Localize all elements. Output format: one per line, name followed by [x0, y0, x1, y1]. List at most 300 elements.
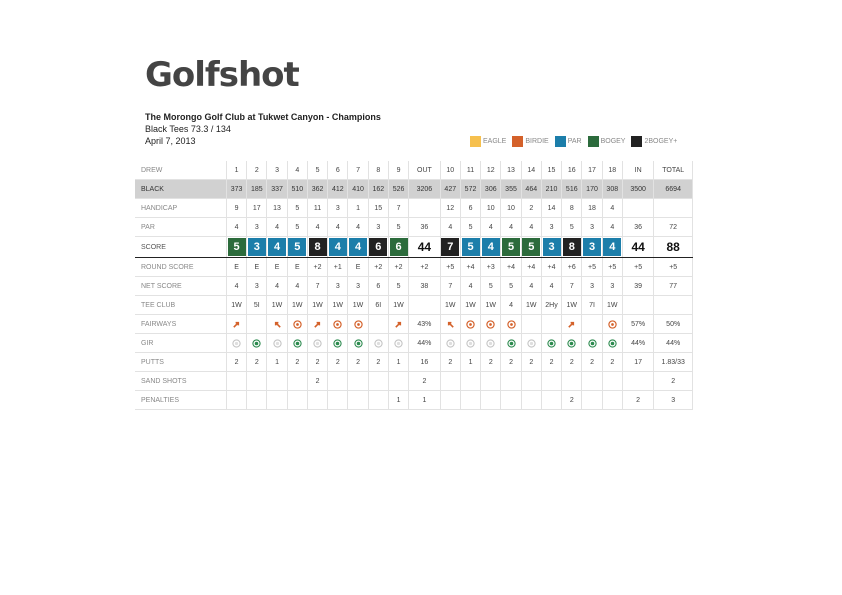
cell-net-score: 4: [267, 277, 287, 296]
cell-round-score: +4: [501, 258, 521, 277]
cell-black: 427: [440, 180, 460, 199]
cell-drew: 3: [267, 161, 287, 180]
cell-fairways: [501, 315, 521, 334]
cell-black: 170: [582, 180, 602, 199]
cell-score: [409, 237, 440, 258]
cell-black: 410: [348, 180, 368, 199]
cell-par: 72: [654, 218, 693, 237]
cell-score: [247, 237, 267, 258]
cell-score: [541, 237, 561, 258]
cell-round-score: E: [247, 258, 267, 277]
cell-tee-club: 6I: [368, 296, 388, 315]
cell-fairways: [521, 315, 541, 334]
cell-penalties: [287, 391, 307, 410]
score-box: 5: [462, 238, 480, 256]
cell-score: [368, 237, 388, 258]
cell-sand-shots: [247, 372, 267, 391]
cell-handicap: 18: [582, 199, 602, 218]
cell-putts: 2: [481, 353, 501, 372]
row-label: BLACK: [135, 180, 226, 199]
cell-drew: 2: [247, 161, 267, 180]
score-box: 6: [369, 238, 387, 256]
legend-swatch: [555, 136, 566, 147]
cell-sand-shots: [582, 372, 602, 391]
gir-hit-icon: [567, 339, 576, 348]
cell-drew: 1: [226, 161, 246, 180]
cell-fairways: [562, 315, 582, 334]
row-sand-shots: [135, 372, 693, 391]
cell-black: 412: [328, 180, 348, 199]
cell-sand-shots: [521, 372, 541, 391]
cell-net-score: 77: [654, 277, 693, 296]
cell-penalties: [541, 391, 561, 410]
cell-fairways: [460, 315, 480, 334]
cell-par: 4: [226, 218, 246, 237]
cell-net-score: 3: [602, 277, 622, 296]
gir-hit-icon: [588, 339, 597, 348]
cell-round-score: E: [348, 258, 368, 277]
round-date: April 7, 2013: [145, 136, 196, 146]
cell-sand-shots: 2: [307, 372, 327, 391]
row-label: SCORE: [135, 237, 226, 258]
cell-drew: 4: [287, 161, 307, 180]
score-box: 3: [248, 238, 266, 256]
cell-par: 4: [328, 218, 348, 237]
cell-net-score: 3: [247, 277, 267, 296]
score-box: 8: [309, 238, 327, 256]
cell-putts: 1: [267, 353, 287, 372]
cell-score: [602, 237, 622, 258]
cell-penalties: [368, 391, 388, 410]
cell-net-score: 5: [388, 277, 408, 296]
miss-right-icon: [313, 320, 322, 329]
cell-net-score: 5: [501, 277, 521, 296]
legend-label: BIRDIE: [525, 138, 549, 145]
course-name: The Morongo Golf Club at Tukwet Canyon - Champions: [145, 112, 381, 122]
cell-round-score: E: [267, 258, 287, 277]
cell-black: 306: [481, 180, 501, 199]
cell-par: 3: [541, 218, 561, 237]
cell-sand-shots: [501, 372, 521, 391]
gir-miss-icon: [466, 339, 475, 348]
cell-putts: 16: [409, 353, 440, 372]
cell-gir: [602, 334, 622, 353]
row-par: [135, 218, 693, 237]
cell-tee-club: [622, 296, 653, 315]
cell-round-score: +5: [622, 258, 653, 277]
round-header: [145, 111, 381, 147]
cell-score: [267, 237, 287, 258]
row-putts: [135, 353, 693, 372]
cell-tee-club: [409, 296, 440, 315]
row-drew: [135, 161, 693, 180]
cell-score: [501, 237, 521, 258]
score-box: 5: [522, 238, 540, 256]
cell-penalties: [247, 391, 267, 410]
cell-sand-shots: [348, 372, 368, 391]
cell-net-score: 4: [460, 277, 480, 296]
fairway-hit-icon: [486, 320, 495, 329]
miss-left-icon: [273, 320, 282, 329]
legend-item-eagle: [470, 136, 506, 147]
cell-penalties: [521, 391, 541, 410]
score-box: 4: [268, 238, 286, 256]
gir-miss-icon: [394, 339, 403, 348]
row-penalties: [135, 391, 693, 410]
legend-item-birdie: [512, 136, 548, 147]
cell-putts: 2: [541, 353, 561, 372]
cell-drew: 10: [440, 161, 460, 180]
score-box: 4: [603, 238, 621, 256]
cell-par: 4: [267, 218, 287, 237]
cell-score: [521, 237, 541, 258]
score-total: 44: [631, 240, 645, 254]
cell-sand-shots: [287, 372, 307, 391]
cell-score: [440, 237, 460, 258]
cell-tee-club: 5I: [247, 296, 267, 315]
gir-miss-icon: [486, 339, 495, 348]
row-net-score: [135, 277, 693, 296]
cell-par: 4: [348, 218, 368, 237]
gir-miss-icon: [446, 339, 455, 348]
cell-putts: 2: [521, 353, 541, 372]
legend-label: BOGEY: [600, 138, 626, 145]
score-box: 5: [288, 238, 306, 256]
cell-black: 516: [562, 180, 582, 199]
score-box: 4: [329, 238, 347, 256]
cell-gir: [582, 334, 602, 353]
cell-fairways: [247, 315, 267, 334]
cell-score: [328, 237, 348, 258]
cell-black: 464: [521, 180, 541, 199]
cell-tee-club: 4: [501, 296, 521, 315]
score-total: 44: [417, 240, 432, 254]
cell-drew: 6: [328, 161, 348, 180]
cell-par: 3: [368, 218, 388, 237]
cell-score: [307, 237, 327, 258]
cell-par: 3: [582, 218, 602, 237]
cell-penalties: [226, 391, 246, 410]
legend-item-par: [555, 136, 582, 147]
cell-black: 3206: [409, 180, 440, 199]
cell-net-score: 38: [409, 277, 440, 296]
cell-handicap: 3: [328, 199, 348, 218]
cell-tee-club: 1W: [388, 296, 408, 315]
row-label: NET SCORE: [135, 277, 226, 296]
scorecard-table: [135, 161, 693, 410]
cell-penalties: [307, 391, 327, 410]
gir-hit-icon: [547, 339, 556, 348]
cell-handicap: 6: [460, 199, 480, 218]
gir-miss-icon: [232, 339, 241, 348]
gir-hit-icon: [608, 339, 617, 348]
cell-gir: 44%: [409, 334, 440, 353]
row-label: GIR: [135, 334, 226, 353]
cell-fairways: [368, 315, 388, 334]
cell-net-score: 3: [582, 277, 602, 296]
cell-handicap: 10: [501, 199, 521, 218]
cell-fairways: [328, 315, 348, 334]
row-label: TEE CLUB: [135, 296, 226, 315]
cell-drew: 11: [460, 161, 480, 180]
cell-gir: [267, 334, 287, 353]
cell-drew: 8: [368, 161, 388, 180]
cell-black: 185: [247, 180, 267, 199]
cell-gir: [541, 334, 561, 353]
cell-net-score: 3: [348, 277, 368, 296]
fairway-hit-icon: [354, 320, 363, 329]
cell-handicap: 2: [521, 199, 541, 218]
cell-round-score: +4: [521, 258, 541, 277]
cell-score: [460, 237, 480, 258]
cell-tee-club: 1W: [440, 296, 460, 315]
row-label: DREW: [135, 161, 226, 180]
cell-putts: 1.83/33: [654, 353, 693, 372]
fairway-hit-icon: [608, 320, 617, 329]
cell-gir: [388, 334, 408, 353]
cell-putts: 2: [247, 353, 267, 372]
cell-penalties: [582, 391, 602, 410]
cell-penalties: 3: [654, 391, 693, 410]
cell-fairways: [267, 315, 287, 334]
cell-handicap: [622, 199, 653, 218]
row-label: ROUND SCORE: [135, 258, 226, 277]
cell-round-score: +6: [562, 258, 582, 277]
cell-net-score: 5: [481, 277, 501, 296]
gir-hit-icon: [293, 339, 302, 348]
cell-handicap: 17: [247, 199, 267, 218]
cell-drew: IN: [622, 161, 653, 180]
cell-fairways: [226, 315, 246, 334]
score-box: 6: [390, 238, 408, 256]
row-label: PAR: [135, 218, 226, 237]
legend-swatch: [588, 136, 599, 147]
score-box: 5: [228, 238, 246, 256]
cell-drew: OUT: [409, 161, 440, 180]
cell-gir: [460, 334, 480, 353]
cell-black: 3500: [622, 180, 653, 199]
cell-putts: 2: [562, 353, 582, 372]
gir-hit-icon: [507, 339, 516, 348]
cell-tee-club: 1W: [307, 296, 327, 315]
cell-penalties: [348, 391, 368, 410]
cell-score: [654, 237, 693, 258]
cell-penalties: 2: [562, 391, 582, 410]
row-handicap: [135, 199, 693, 218]
cell-sand-shots: [460, 372, 480, 391]
cell-gir: [501, 334, 521, 353]
cell-round-score: +4: [541, 258, 561, 277]
row-black: [135, 180, 693, 199]
cell-fairways: [541, 315, 561, 334]
cell-gir: [328, 334, 348, 353]
cell-gir: [521, 334, 541, 353]
cell-putts: 2: [287, 353, 307, 372]
cell-tee-club: 1W: [521, 296, 541, 315]
cell-drew: 13: [501, 161, 521, 180]
cell-black: 510: [287, 180, 307, 199]
cell-score: [562, 237, 582, 258]
cell-black: 337: [267, 180, 287, 199]
cell-putts: 2: [368, 353, 388, 372]
legend-label: PAR: [567, 138, 582, 145]
cell-fairways: [582, 315, 602, 334]
cell-fairways: [348, 315, 368, 334]
cell-gir: 44%: [654, 334, 693, 353]
cell-penalties: [267, 391, 287, 410]
cell-fairways: [481, 315, 501, 334]
cell-par: 36: [409, 218, 440, 237]
cell-handicap: 13: [267, 199, 287, 218]
cell-putts: 2: [226, 353, 246, 372]
cell-round-score: +5: [440, 258, 460, 277]
miss-right-icon: [567, 320, 576, 329]
row-fairways: [135, 315, 693, 334]
cell-sand-shots: [481, 372, 501, 391]
cell-tee-club: 1W: [267, 296, 287, 315]
cell-gir: [481, 334, 501, 353]
cell-tee-club: [654, 296, 693, 315]
cell-sand-shots: [328, 372, 348, 391]
legend-label: 2BOGEY+: [644, 138, 678, 145]
fairway-hit-icon: [507, 320, 516, 329]
gir-miss-icon: [273, 339, 282, 348]
cell-sand-shots: [226, 372, 246, 391]
cell-drew: 16: [562, 161, 582, 180]
cell-sand-shots: [388, 372, 408, 391]
gir-miss-icon: [374, 339, 383, 348]
score-box: 7: [441, 238, 459, 256]
cell-sand-shots: [440, 372, 460, 391]
cell-fairways: [440, 315, 460, 334]
cell-putts: 2: [501, 353, 521, 372]
cell-putts: 2: [307, 353, 327, 372]
cell-round-score: +5: [582, 258, 602, 277]
cell-penalties: [501, 391, 521, 410]
cell-par: 4: [501, 218, 521, 237]
gir-hit-icon: [252, 339, 261, 348]
row-gir: [135, 334, 693, 353]
score-legend: [470, 136, 677, 147]
cell-par: 5: [562, 218, 582, 237]
cell-black: 362: [307, 180, 327, 199]
cell-par: 36: [622, 218, 653, 237]
cell-black: 6694: [654, 180, 693, 199]
cell-score: [287, 237, 307, 258]
cell-fairways: [287, 315, 307, 334]
cell-gir: [307, 334, 327, 353]
cell-net-score: 4: [521, 277, 541, 296]
score-box: 8: [563, 238, 581, 256]
cell-black: 210: [541, 180, 561, 199]
cell-net-score: 4: [226, 277, 246, 296]
cell-putts: 1: [388, 353, 408, 372]
score-box: 5: [502, 238, 520, 256]
row-label: PENALTIES: [135, 391, 226, 410]
cell-handicap: [654, 199, 693, 218]
legend-swatch: [631, 136, 642, 147]
cell-drew: 7: [348, 161, 368, 180]
score-box: 4: [349, 238, 367, 256]
cell-drew: 5: [307, 161, 327, 180]
gir-hit-icon: [354, 339, 363, 348]
legend-swatch: [512, 136, 523, 147]
row-tee-club: [135, 296, 693, 315]
gir-miss-icon: [527, 339, 536, 348]
cell-gir: [440, 334, 460, 353]
cell-penalties: 2: [622, 391, 653, 410]
miss-left-icon: [446, 320, 455, 329]
cell-net-score: 39: [622, 277, 653, 296]
cell-round-score: +2: [307, 258, 327, 277]
cell-score: [348, 237, 368, 258]
cell-gir: 44%: [622, 334, 653, 353]
score-total: 88: [666, 240, 680, 254]
cell-par: 4: [481, 218, 501, 237]
cell-sand-shots: [541, 372, 561, 391]
row-label: HANDICAP: [135, 199, 226, 218]
cell-tee-club: 1W: [481, 296, 501, 315]
legend-item-2bogey: [631, 136, 677, 147]
cell-tee-club: 1W: [328, 296, 348, 315]
cell-round-score: +5: [602, 258, 622, 277]
cell-handicap: 5: [287, 199, 307, 218]
cell-par: 4: [440, 218, 460, 237]
cell-putts: 2: [440, 353, 460, 372]
row-round-score: [135, 258, 693, 277]
cell-black: 373: [226, 180, 246, 199]
cell-putts: 2: [582, 353, 602, 372]
cell-fairways: [602, 315, 622, 334]
cell-tee-club: 1W: [460, 296, 480, 315]
cell-par: 5: [460, 218, 480, 237]
cell-penalties: [602, 391, 622, 410]
cell-black: 162: [368, 180, 388, 199]
cell-tee-club: 1W: [287, 296, 307, 315]
cell-penalties: [481, 391, 501, 410]
legend-swatch: [470, 136, 481, 147]
cell-round-score: +5: [654, 258, 693, 277]
cell-black: 572: [460, 180, 480, 199]
cell-fairways: 43%: [409, 315, 440, 334]
cell-handicap: 1: [348, 199, 368, 218]
cell-score: [481, 237, 501, 258]
cell-tee-club: 7I: [582, 296, 602, 315]
cell-drew: TOTAL: [654, 161, 693, 180]
row-label: PUTTS: [135, 353, 226, 372]
cell-penalties: [460, 391, 480, 410]
cell-gir: [562, 334, 582, 353]
cell-score: [388, 237, 408, 258]
cell-handicap: [409, 199, 440, 218]
cell-par: 4: [307, 218, 327, 237]
cell-score: [226, 237, 246, 258]
cell-drew: 12: [481, 161, 501, 180]
cell-sand-shots: 2: [654, 372, 693, 391]
cell-handicap: 12: [440, 199, 460, 218]
legend-item-bogey: [588, 136, 626, 147]
cell-fairways: 50%: [654, 315, 693, 334]
cell-sand-shots: [267, 372, 287, 391]
legend-label: EAGLE: [483, 138, 507, 145]
cell-handicap: 10: [481, 199, 501, 218]
cell-round-score: +2: [368, 258, 388, 277]
cell-par: 4: [521, 218, 541, 237]
gir-miss-icon: [313, 339, 322, 348]
cell-fairways: [307, 315, 327, 334]
cell-par: 4: [602, 218, 622, 237]
cell-round-score: +3: [481, 258, 501, 277]
